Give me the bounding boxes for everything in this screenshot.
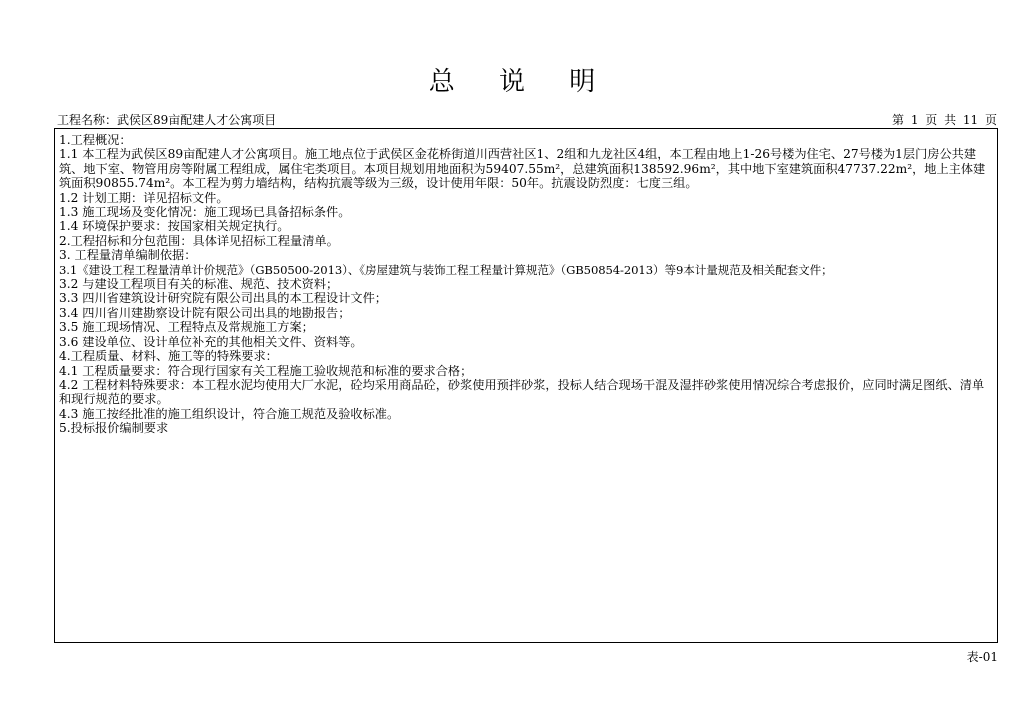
section-heading-3: 3. 工程量清单编制依据： — [59, 248, 197, 263]
paragraph-1-2: 1.2 计划工期：详见招标文件。 — [59, 190, 229, 205]
section-heading-2: 2.工程招标和分包范围：具体详见招标工程量清单。 — [59, 233, 339, 248]
paragraph-3-6: 3.6 建设单位、设计单位补充的其他相关文件、资料等。 — [59, 334, 363, 349]
table-id: 表-01 — [966, 650, 998, 664]
paragraph-4-1: 4.1 工程质量要求：符合现行国家有关工程施工验收规范和标准的要求合格； — [59, 363, 473, 378]
document-title: 总 说 明 — [428, 67, 614, 97]
paragraph-3-3: 3.3 四川省建筑设计研究院有限公司出具的本工程设计文件； — [59, 291, 387, 306]
section-heading-4: 4.工程质量、材料、施工等的特殊要求： — [59, 349, 278, 364]
description-box — [54, 128, 998, 643]
paragraph-3-2: 3.2 与建设工程项目有关的标准、规范、技术资料； — [59, 277, 339, 292]
section-heading-1: 1.工程概况： — [59, 133, 132, 147]
project-name: 工程名称：武侯区89亩配建人才公寓项目 — [57, 113, 277, 127]
paragraph-3-4: 3.4 四川省川建勘察设计院有限公司出具的地勘报告； — [59, 305, 351, 320]
paragraph-1-1: 1.1 本工程为武侯区89亩配建人才公寓项目。施工地点位于武侯区金花桥街道川西营社区1、2组和九龙社区4组，本工程由地上1-26号楼为住宅、27号楼为1层门房公共建筑、地下室、物管用房等附属工程组成，属住宅类项目。本项目规划用地面积为59407.55m²，总建筑面积138592.96m²，其中地下室建筑面积47737.22m²，地上主体建筑面积90855.74m²。本工程为剪力墙结构，结构抗震等级为三级，设计使用年限：50年。抗震设防烈度：七度三组。 — [59, 147, 986, 191]
paragraph-3-5: 3.5 施工现场情况、工程特点及常规施工方案； — [59, 320, 314, 335]
section-heading-5: 5.投标报价编制要求 — [59, 421, 169, 436]
page-indicator: 第 1 页 共 11 页 — [892, 113, 997, 127]
paragraph-1-3: 1.3 施工现场及变化情况：施工现场已具备招标条件。 — [59, 205, 351, 220]
paragraph-4-3: 4.3 施工按经批准的施工组织设计，符合施工规范及验收标准。 — [59, 406, 400, 421]
paragraph-1-4: 1.4 环境保护要求：按国家相关规定执行。 — [59, 219, 290, 234]
paragraph-4-2: 4.2 工程材料特殊要求：本工程水泥均使用大厂水泥，砼均采用商品砼，砂浆使用预拌砂浆，投标人结合现场干混及湿拌砂浆使用情况综合考虑报价，应同时满足图纸、清单和现行规范的要求。 — [59, 377, 985, 407]
paragraph-3-1: 3.1《建设工程工程量清单计价规范》（GB50500-2013）、《房屋建筑与装饰工程工程量计算规范》（GB50854-2013）等9本计量规范及相关配套文件； — [59, 262, 833, 277]
